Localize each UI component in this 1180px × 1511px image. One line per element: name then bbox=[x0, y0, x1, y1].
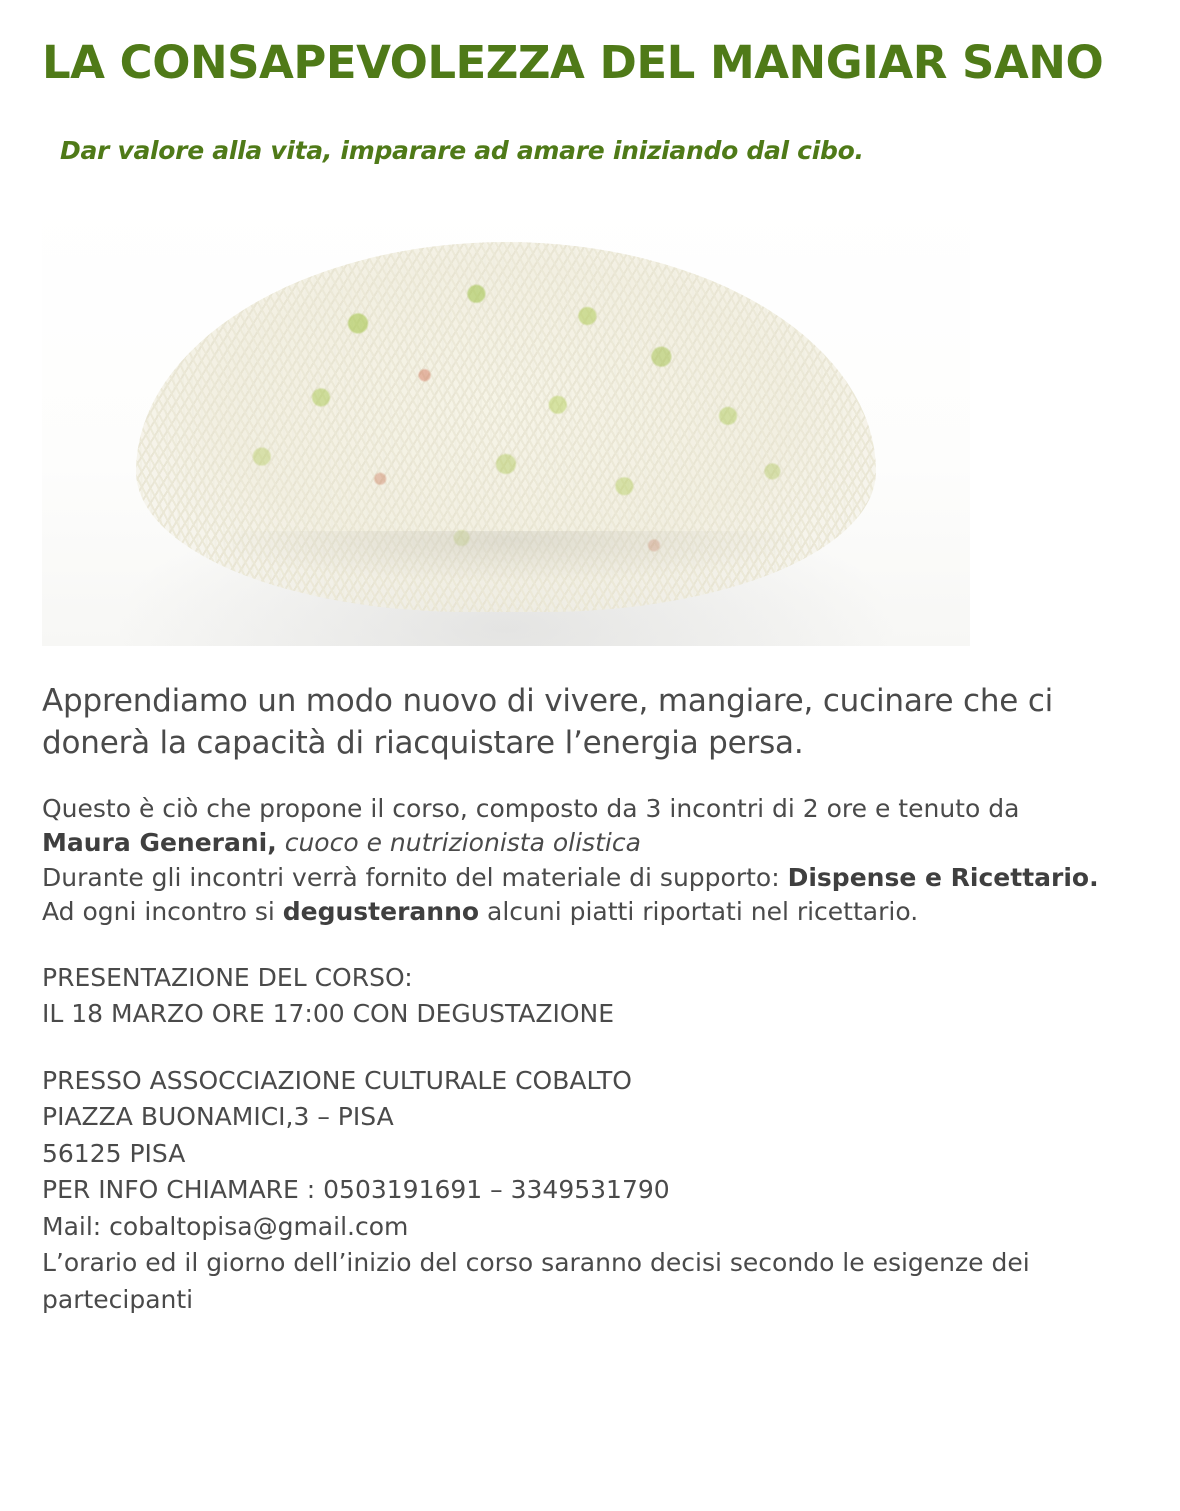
tasting-pre: Ad ogni incontro si bbox=[42, 897, 283, 927]
page-title: LA CONSAPEVOLEZZA DEL MANGIAR SANO bbox=[42, 36, 1104, 89]
lead-paragraph: Apprendiamo un modo nuovo di vivere, mangiare, cucinare che ci donerà la capacità di riacquistare l’energia persa. bbox=[42, 682, 1054, 761]
venue-name: PRESSO ASSOCCIAZIONE CULTURALE COBALTO bbox=[42, 1065, 632, 1095]
materials-text: Durante gli incontri verrà fornito del materiale di supporto: bbox=[42, 862, 788, 892]
venue-zip-city: 56125 PISA bbox=[42, 1138, 186, 1168]
subtitle-tagline: Dar valore alla vita, imparare ad amare iniziando dal cibo. bbox=[60, 135, 864, 165]
tasting-bold: degusteranno bbox=[282, 897, 480, 927]
presentation-label: PRESENTAZIONE DEL CORSO: bbox=[42, 962, 413, 992]
presentation-block bbox=[42, 960, 1138, 1033]
photo-background bbox=[42, 191, 970, 646]
presentation-date: IL 18 MARZO ORE 17:00 CON DEGUSTAZIONE bbox=[42, 999, 615, 1029]
venue-block bbox=[42, 1033, 1138, 1319]
description-line-1: Questo è ciò che propone il corso, composto da 3 incontri di 2 ore e tenuto da bbox=[42, 793, 1020, 823]
description-line-2 bbox=[42, 826, 1138, 861]
contact-mail[interactable]: Mail: cobaltopisa@gmail.com bbox=[42, 1211, 409, 1241]
description-line-3 bbox=[42, 861, 1138, 896]
tasting-post: alcuni piatti riportati nel ricettario. bbox=[479, 897, 919, 927]
description-line-4 bbox=[42, 895, 1138, 930]
teacher-role: cuoco e nutrizionista olistica bbox=[276, 828, 641, 858]
sprouts-photo bbox=[42, 191, 970, 646]
sprouts-pile-illustration bbox=[136, 242, 876, 612]
spacer-1 bbox=[42, 930, 1138, 960]
contact-phone[interactable]: PER INFO CHIAMARE : 0503191691 – 3349531790 bbox=[42, 1175, 670, 1205]
venue-address: PIAZZA BUONAMICI,3 – PISA bbox=[42, 1102, 394, 1132]
materials-bold: Dispense e Ricettario. bbox=[787, 862, 1099, 892]
course-description bbox=[42, 764, 1138, 930]
schedule-note: L’orario ed il giorno dell’inizio del corso saranno decisi secondo le esigenze dei partecipanti bbox=[42, 1248, 1030, 1314]
teacher-name: Maura Generani, bbox=[42, 828, 277, 858]
